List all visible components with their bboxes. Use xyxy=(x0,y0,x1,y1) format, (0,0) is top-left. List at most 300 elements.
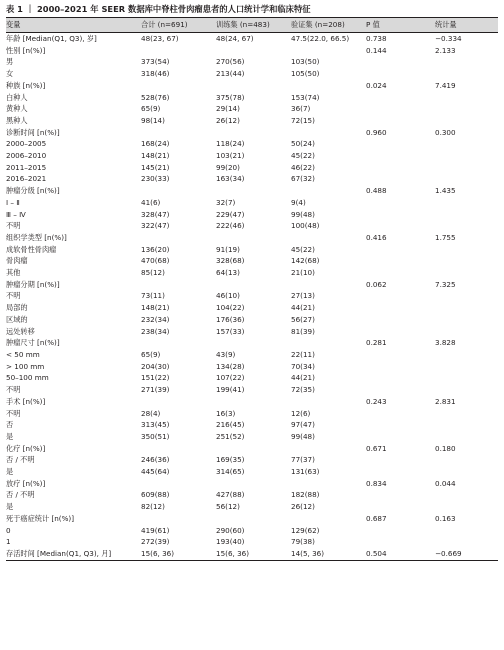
training-cell xyxy=(216,232,291,244)
validation-cell xyxy=(291,337,366,349)
variable-cell: > 100 mm xyxy=(6,361,45,371)
table-row xyxy=(6,232,498,244)
p-value-cell xyxy=(366,56,435,68)
variable-cell: 否 / 不明 xyxy=(6,455,35,465)
validation-cell: 79(38) xyxy=(291,537,315,547)
total-cell: 470(68) xyxy=(141,256,170,266)
training-cell: 15(6, 36) xyxy=(216,548,291,560)
validation-cell xyxy=(291,232,366,244)
total-cell: 204(30) xyxy=(141,361,170,371)
p-value-cell xyxy=(366,103,435,115)
validation-cell xyxy=(291,80,366,92)
statistic-cell xyxy=(435,384,498,396)
validation-cell: 153(74) xyxy=(291,92,320,102)
p-value-cell xyxy=(366,68,435,80)
validation-cell xyxy=(291,127,366,139)
statistic-cell xyxy=(435,290,498,302)
training-cell: 118(24) xyxy=(216,139,245,149)
total-cell xyxy=(141,478,216,490)
variable-cell: 区域的 xyxy=(6,314,28,324)
table-row xyxy=(6,408,498,420)
validation-cell: 14(5, 36) xyxy=(291,548,366,560)
p-value-cell xyxy=(366,197,435,209)
total-cell: 85(12) xyxy=(141,268,165,278)
training-cell: 213(44) xyxy=(216,69,245,79)
validation-cell: 131(63) xyxy=(291,467,320,477)
total-cell: 145(21) xyxy=(141,162,170,172)
table-row xyxy=(6,372,498,384)
statistic-cell: −0.669 xyxy=(435,548,498,560)
total-cell: 246(36) xyxy=(141,455,170,465)
variable-cell: 死于癌症统计 [n(%)] xyxy=(6,513,75,523)
validation-cell xyxy=(291,478,366,490)
total-cell: 28(4) xyxy=(141,408,161,418)
training-cell: 29(14) xyxy=(216,104,240,114)
table-row xyxy=(6,80,498,92)
total-cell: 73(11) xyxy=(141,291,165,301)
total-cell: 148(21) xyxy=(141,151,170,161)
validation-cell: 182(88) xyxy=(291,490,320,500)
p-value-cell xyxy=(366,290,435,302)
statistic-cell xyxy=(435,56,498,68)
variable-cell: 种族 [n(%)] xyxy=(6,80,46,90)
statistic-cell xyxy=(435,255,498,267)
statistic-cell xyxy=(435,103,498,115)
validation-cell: 45(22) xyxy=(291,151,315,161)
variable-cell: 白种人 xyxy=(6,92,28,102)
p-value-cell xyxy=(366,501,435,513)
statistic-cell: 1.755 xyxy=(435,232,456,242)
variable-cell: 是 xyxy=(6,467,14,477)
variable-cell: 2016–2021 xyxy=(6,174,47,184)
variable-cell: 成软骨性骨肉瘤 xyxy=(6,244,57,254)
training-cell xyxy=(216,45,291,57)
table-row xyxy=(6,361,498,373)
total-cell xyxy=(141,80,216,92)
p-value-cell xyxy=(366,349,435,361)
validation-cell: 99(48) xyxy=(291,431,315,441)
total-cell: 98(14) xyxy=(141,115,165,125)
variable-cell: 放疗 [n(%)] xyxy=(6,478,46,488)
training-cell: 48(24, 67) xyxy=(216,34,254,43)
statistic-cell: 2.133 xyxy=(435,45,456,55)
p-value-cell: 0.416 xyxy=(366,232,387,242)
training-cell: 229(47) xyxy=(216,209,245,219)
total-cell: 41(6) xyxy=(141,197,161,207)
total-cell: 168(24) xyxy=(141,139,170,149)
training-cell: 26(12) xyxy=(216,115,240,125)
header-total: 合计 (n=691) xyxy=(141,18,216,33)
p-value-cell xyxy=(366,173,435,185)
training-cell: 193(40) xyxy=(216,537,245,547)
validation-cell: 77(37) xyxy=(291,455,315,465)
total-cell: 48(23, 67) xyxy=(141,34,179,43)
p-value-cell xyxy=(366,384,435,396)
training-cell xyxy=(216,337,291,349)
total-cell xyxy=(141,279,216,291)
variable-cell: 远处转移 xyxy=(6,326,35,336)
variable-cell: 2000–2005 xyxy=(6,139,47,149)
validation-cell: 81(39) xyxy=(291,326,315,336)
training-cell xyxy=(216,396,291,408)
variable-cell: 否 / 不明 xyxy=(6,490,35,500)
p-value-cell: 0.062 xyxy=(366,279,387,289)
training-cell: 290(60) xyxy=(216,525,245,535)
p-value-cell: 0.834 xyxy=(366,478,387,488)
validation-cell: 9(4) xyxy=(291,197,306,207)
validation-cell: 99(48) xyxy=(291,209,315,219)
statistic-cell xyxy=(435,68,498,80)
statistic-cell xyxy=(435,349,498,361)
table-row xyxy=(6,536,498,548)
validation-cell xyxy=(291,396,366,408)
training-cell: 163(34) xyxy=(216,174,245,184)
variable-cell: 不明 xyxy=(6,221,21,231)
p-value-cell: 0.144 xyxy=(366,45,387,55)
table-row xyxy=(6,33,498,45)
statistic-cell: 3.828 xyxy=(435,338,456,348)
training-cell: 99(20) xyxy=(216,162,240,172)
variable-cell: 组织学类型 [n(%)] xyxy=(6,232,67,242)
validation-cell: 44(21) xyxy=(291,303,315,313)
variable-cell: 不明 xyxy=(6,408,21,418)
validation-cell: 142(68) xyxy=(291,256,320,266)
validation-cell xyxy=(291,443,366,455)
variable-cell: < 50 mm xyxy=(6,349,40,359)
header-validation-set: 验证集 (n=208) xyxy=(291,18,366,33)
table-row xyxy=(6,478,498,490)
total-cell: 65(9) xyxy=(141,104,161,114)
total-cell: 271(39) xyxy=(141,385,170,395)
total-cell: 318(46) xyxy=(141,69,170,79)
p-value-cell: 0.488 xyxy=(366,186,387,196)
statistic-cell: 1.435 xyxy=(435,186,456,196)
statistic-cell xyxy=(435,466,498,478)
table-row xyxy=(6,209,498,221)
p-value-cell: 0.960 xyxy=(366,127,387,137)
table-row xyxy=(6,56,498,68)
variable-cell: 手术 [n(%)] xyxy=(6,396,46,406)
total-cell: 65(9) xyxy=(141,349,161,359)
p-value-cell: 0.281 xyxy=(366,338,387,348)
variable-cell: 2006–2010 xyxy=(6,151,47,161)
p-value-cell xyxy=(366,326,435,338)
table-row xyxy=(6,290,498,302)
training-cell: 43(9) xyxy=(216,349,236,359)
variable-cell: 1 xyxy=(6,537,11,547)
p-value-cell xyxy=(366,466,435,478)
statistic-cell xyxy=(435,525,498,537)
table-row xyxy=(6,220,498,232)
table-row xyxy=(6,454,498,466)
table-row xyxy=(6,501,498,513)
statistic-cell xyxy=(435,501,498,513)
variable-cell: 2011–2015 xyxy=(6,162,47,172)
total-cell xyxy=(141,127,216,139)
statistic-cell: 2.831 xyxy=(435,396,456,406)
statistic-cell xyxy=(435,115,498,127)
variable-cell: 是 xyxy=(6,502,14,512)
statistic-cell xyxy=(435,150,498,162)
statistic-cell xyxy=(435,267,498,279)
statistic-cell: −0.334 xyxy=(435,34,462,43)
p-value-cell xyxy=(366,454,435,466)
p-value-cell xyxy=(366,115,435,127)
validation-cell: 46(22) xyxy=(291,162,315,172)
p-value-cell xyxy=(366,419,435,431)
p-value-cell xyxy=(366,314,435,326)
validation-cell: 12(6) xyxy=(291,408,311,418)
table-row xyxy=(6,150,498,162)
total-cell: 232(34) xyxy=(141,314,170,324)
total-cell: 609(88) xyxy=(141,490,170,500)
table-row xyxy=(6,419,498,431)
total-cell: 15(6, 36) xyxy=(141,548,216,560)
statistic-cell xyxy=(435,408,498,420)
statistic-cell xyxy=(435,314,498,326)
table-row xyxy=(6,92,498,104)
table-row xyxy=(6,185,498,197)
table-row xyxy=(6,162,498,174)
characteristics-table xyxy=(6,17,498,561)
training-cell: 216(45) xyxy=(216,420,245,430)
p-value-cell xyxy=(366,209,435,221)
training-cell xyxy=(216,513,291,525)
table-row xyxy=(6,466,498,478)
training-cell: 157(33) xyxy=(216,326,245,336)
variable-cell: 男 xyxy=(6,57,14,67)
p-value-cell: 0.504 xyxy=(366,548,435,560)
statistic-cell xyxy=(435,220,498,232)
validation-cell xyxy=(291,513,366,525)
training-cell: 328(68) xyxy=(216,256,245,266)
training-cell: 46(10) xyxy=(216,291,240,301)
p-value-cell xyxy=(366,372,435,384)
p-value-cell xyxy=(366,244,435,256)
validation-cell: 100(48) xyxy=(291,221,320,231)
variable-cell: 黄种人 xyxy=(6,104,28,114)
total-cell: 151(22) xyxy=(141,373,170,383)
validation-cell: 44(21) xyxy=(291,373,315,383)
table-row xyxy=(6,396,498,408)
variable-cell: 诊断时间 [n(%)] xyxy=(6,127,60,137)
total-cell: 373(54) xyxy=(141,57,170,67)
variable-cell: 年龄 [Median(Q1, Q3), 岁] xyxy=(6,34,97,43)
statistic-cell xyxy=(435,197,498,209)
p-value-cell xyxy=(366,489,435,501)
total-cell xyxy=(141,337,216,349)
training-cell: 64(13) xyxy=(216,268,240,278)
total-cell: 136(20) xyxy=(141,244,170,254)
statistic-cell xyxy=(435,209,498,221)
variable-cell: 化疗 [n(%)] xyxy=(6,443,46,453)
table-row xyxy=(6,244,498,256)
total-cell: 328(47) xyxy=(141,209,170,219)
validation-cell: 67(32) xyxy=(291,174,315,184)
p-value-cell xyxy=(366,536,435,548)
table-row xyxy=(6,384,498,396)
statistic-cell xyxy=(435,302,498,314)
table-row xyxy=(6,443,498,455)
validation-cell: 70(34) xyxy=(291,361,315,371)
p-value-cell: 0.671 xyxy=(366,443,387,453)
table-row xyxy=(6,138,498,150)
variable-cell: 黑种人 xyxy=(6,115,28,125)
variable-cell: 其他 xyxy=(6,268,21,278)
statistic-cell xyxy=(435,173,498,185)
training-cell: 251(52) xyxy=(216,431,245,441)
table-row xyxy=(6,337,498,349)
variable-cell: 女 xyxy=(6,69,14,79)
training-cell: 91(19) xyxy=(216,244,240,254)
p-value-cell: 0.687 xyxy=(366,513,387,523)
statistic-cell xyxy=(435,489,498,501)
total-cell: 528(76) xyxy=(141,92,170,102)
total-cell xyxy=(141,232,216,244)
total-cell: 322(47) xyxy=(141,221,170,231)
table-row xyxy=(6,127,498,139)
variable-cell: 存活时间 [Median(Q1, Q3), 月] xyxy=(6,548,141,560)
p-value-cell xyxy=(366,138,435,150)
training-cell: 103(21) xyxy=(216,151,245,161)
table-row xyxy=(6,103,498,115)
training-cell: 104(22) xyxy=(216,303,245,313)
statistic-cell xyxy=(435,372,498,384)
validation-cell: 27(13) xyxy=(291,291,315,301)
statistic-cell xyxy=(435,361,498,373)
statistic-cell xyxy=(435,92,498,104)
variable-cell: 肿瘤分期 [n(%)] xyxy=(6,279,60,289)
table-row xyxy=(6,525,498,537)
validation-cell: 22(11) xyxy=(291,349,315,359)
total-cell: 238(34) xyxy=(141,326,170,336)
variable-cell: Ⅲ – Ⅳ xyxy=(6,209,26,219)
statistic-cell: 0.044 xyxy=(435,478,456,488)
table-row xyxy=(6,197,498,209)
statistic-cell xyxy=(435,244,498,256)
p-value-cell xyxy=(366,255,435,267)
statistic-cell xyxy=(435,431,498,443)
p-value-cell xyxy=(366,431,435,443)
variable-cell: 局部的 xyxy=(6,303,28,313)
p-value-cell xyxy=(366,220,435,232)
statistic-cell: 0.163 xyxy=(435,513,456,523)
statistic-cell xyxy=(435,326,498,338)
total-cell: 230(33) xyxy=(141,174,170,184)
p-value-cell xyxy=(366,302,435,314)
training-cell xyxy=(216,478,291,490)
training-cell: 222(46) xyxy=(216,221,245,231)
validation-cell: 47.5(22.0, 66.5) xyxy=(291,34,350,43)
p-value-cell xyxy=(366,408,435,420)
training-cell: 427(88) xyxy=(216,490,245,500)
validation-cell: 72(15) xyxy=(291,115,315,125)
table-row xyxy=(6,255,498,267)
validation-cell: 105(50) xyxy=(291,69,320,79)
total-cell xyxy=(141,45,216,57)
validation-cell: 56(27) xyxy=(291,314,315,324)
p-value-cell xyxy=(366,92,435,104)
training-cell: 169(35) xyxy=(216,455,245,465)
training-cell: 314(65) xyxy=(216,467,245,477)
table-row xyxy=(6,314,498,326)
statistic-cell: 0.300 xyxy=(435,127,456,137)
variable-cell: 不明 xyxy=(6,385,21,395)
total-cell: 272(39) xyxy=(141,537,170,547)
p-value-cell: 0.024 xyxy=(366,80,387,90)
validation-cell: 129(62) xyxy=(291,525,320,535)
p-value-cell xyxy=(366,525,435,537)
p-value-cell: 0.738 xyxy=(366,34,387,43)
training-cell: 134(28) xyxy=(216,361,245,371)
training-cell: 375(78) xyxy=(216,92,245,102)
training-cell: 199(41) xyxy=(216,385,245,395)
table-row xyxy=(6,173,498,185)
training-cell xyxy=(216,127,291,139)
statistic-cell: 0.180 xyxy=(435,443,456,453)
table-row xyxy=(6,513,498,525)
training-cell: 16(3) xyxy=(216,408,236,418)
variable-cell: 肿瘤尺寸 [n(%)] xyxy=(6,338,60,348)
header-statistic: 统计量 xyxy=(435,18,498,33)
validation-cell: 45(22) xyxy=(291,244,315,254)
training-cell: 107(22) xyxy=(216,373,245,383)
p-value-cell xyxy=(366,267,435,279)
training-cell xyxy=(216,279,291,291)
total-cell xyxy=(141,443,216,455)
validation-cell: 26(12) xyxy=(291,502,315,512)
header-variable: 变量 xyxy=(6,18,141,33)
table-row xyxy=(6,115,498,127)
total-cell: 419(61) xyxy=(141,525,170,535)
header-training-set: 训练集 (n=483) xyxy=(216,18,291,33)
table-body xyxy=(6,33,498,561)
validation-cell xyxy=(291,185,366,197)
p-value-cell xyxy=(366,162,435,174)
total-cell: 445(64) xyxy=(141,467,170,477)
validation-cell: 97(47) xyxy=(291,420,315,430)
table-row xyxy=(6,267,498,279)
validation-cell: 72(35) xyxy=(291,385,315,395)
statistic-cell xyxy=(435,419,498,431)
total-cell: 350(51) xyxy=(141,431,170,441)
statistic-cell xyxy=(435,454,498,466)
p-value-cell xyxy=(366,150,435,162)
statistic-cell xyxy=(435,536,498,548)
variable-cell: 性别 [n(%)] xyxy=(6,45,46,55)
training-cell: 176(36) xyxy=(216,314,245,324)
header-row xyxy=(6,18,498,33)
training-cell: 270(56) xyxy=(216,57,245,67)
table-row xyxy=(6,302,498,314)
variable-cell: Ⅰ – Ⅱ xyxy=(6,197,20,207)
p-value-cell xyxy=(366,361,435,373)
validation-cell xyxy=(291,45,366,57)
variable-cell: 骨肉瘤 xyxy=(6,256,28,266)
total-cell xyxy=(141,396,216,408)
table-row xyxy=(6,548,498,560)
validation-cell: 103(50) xyxy=(291,57,320,67)
table-row xyxy=(6,431,498,443)
total-cell xyxy=(141,513,216,525)
table-row xyxy=(6,279,498,291)
table-row xyxy=(6,68,498,80)
variable-cell: 50–100 mm xyxy=(6,373,49,383)
total-cell: 313(45) xyxy=(141,420,170,430)
training-cell: 32(7) xyxy=(216,197,236,207)
statistic-cell: 7.325 xyxy=(435,279,456,289)
validation-cell: 21(10) xyxy=(291,268,315,278)
